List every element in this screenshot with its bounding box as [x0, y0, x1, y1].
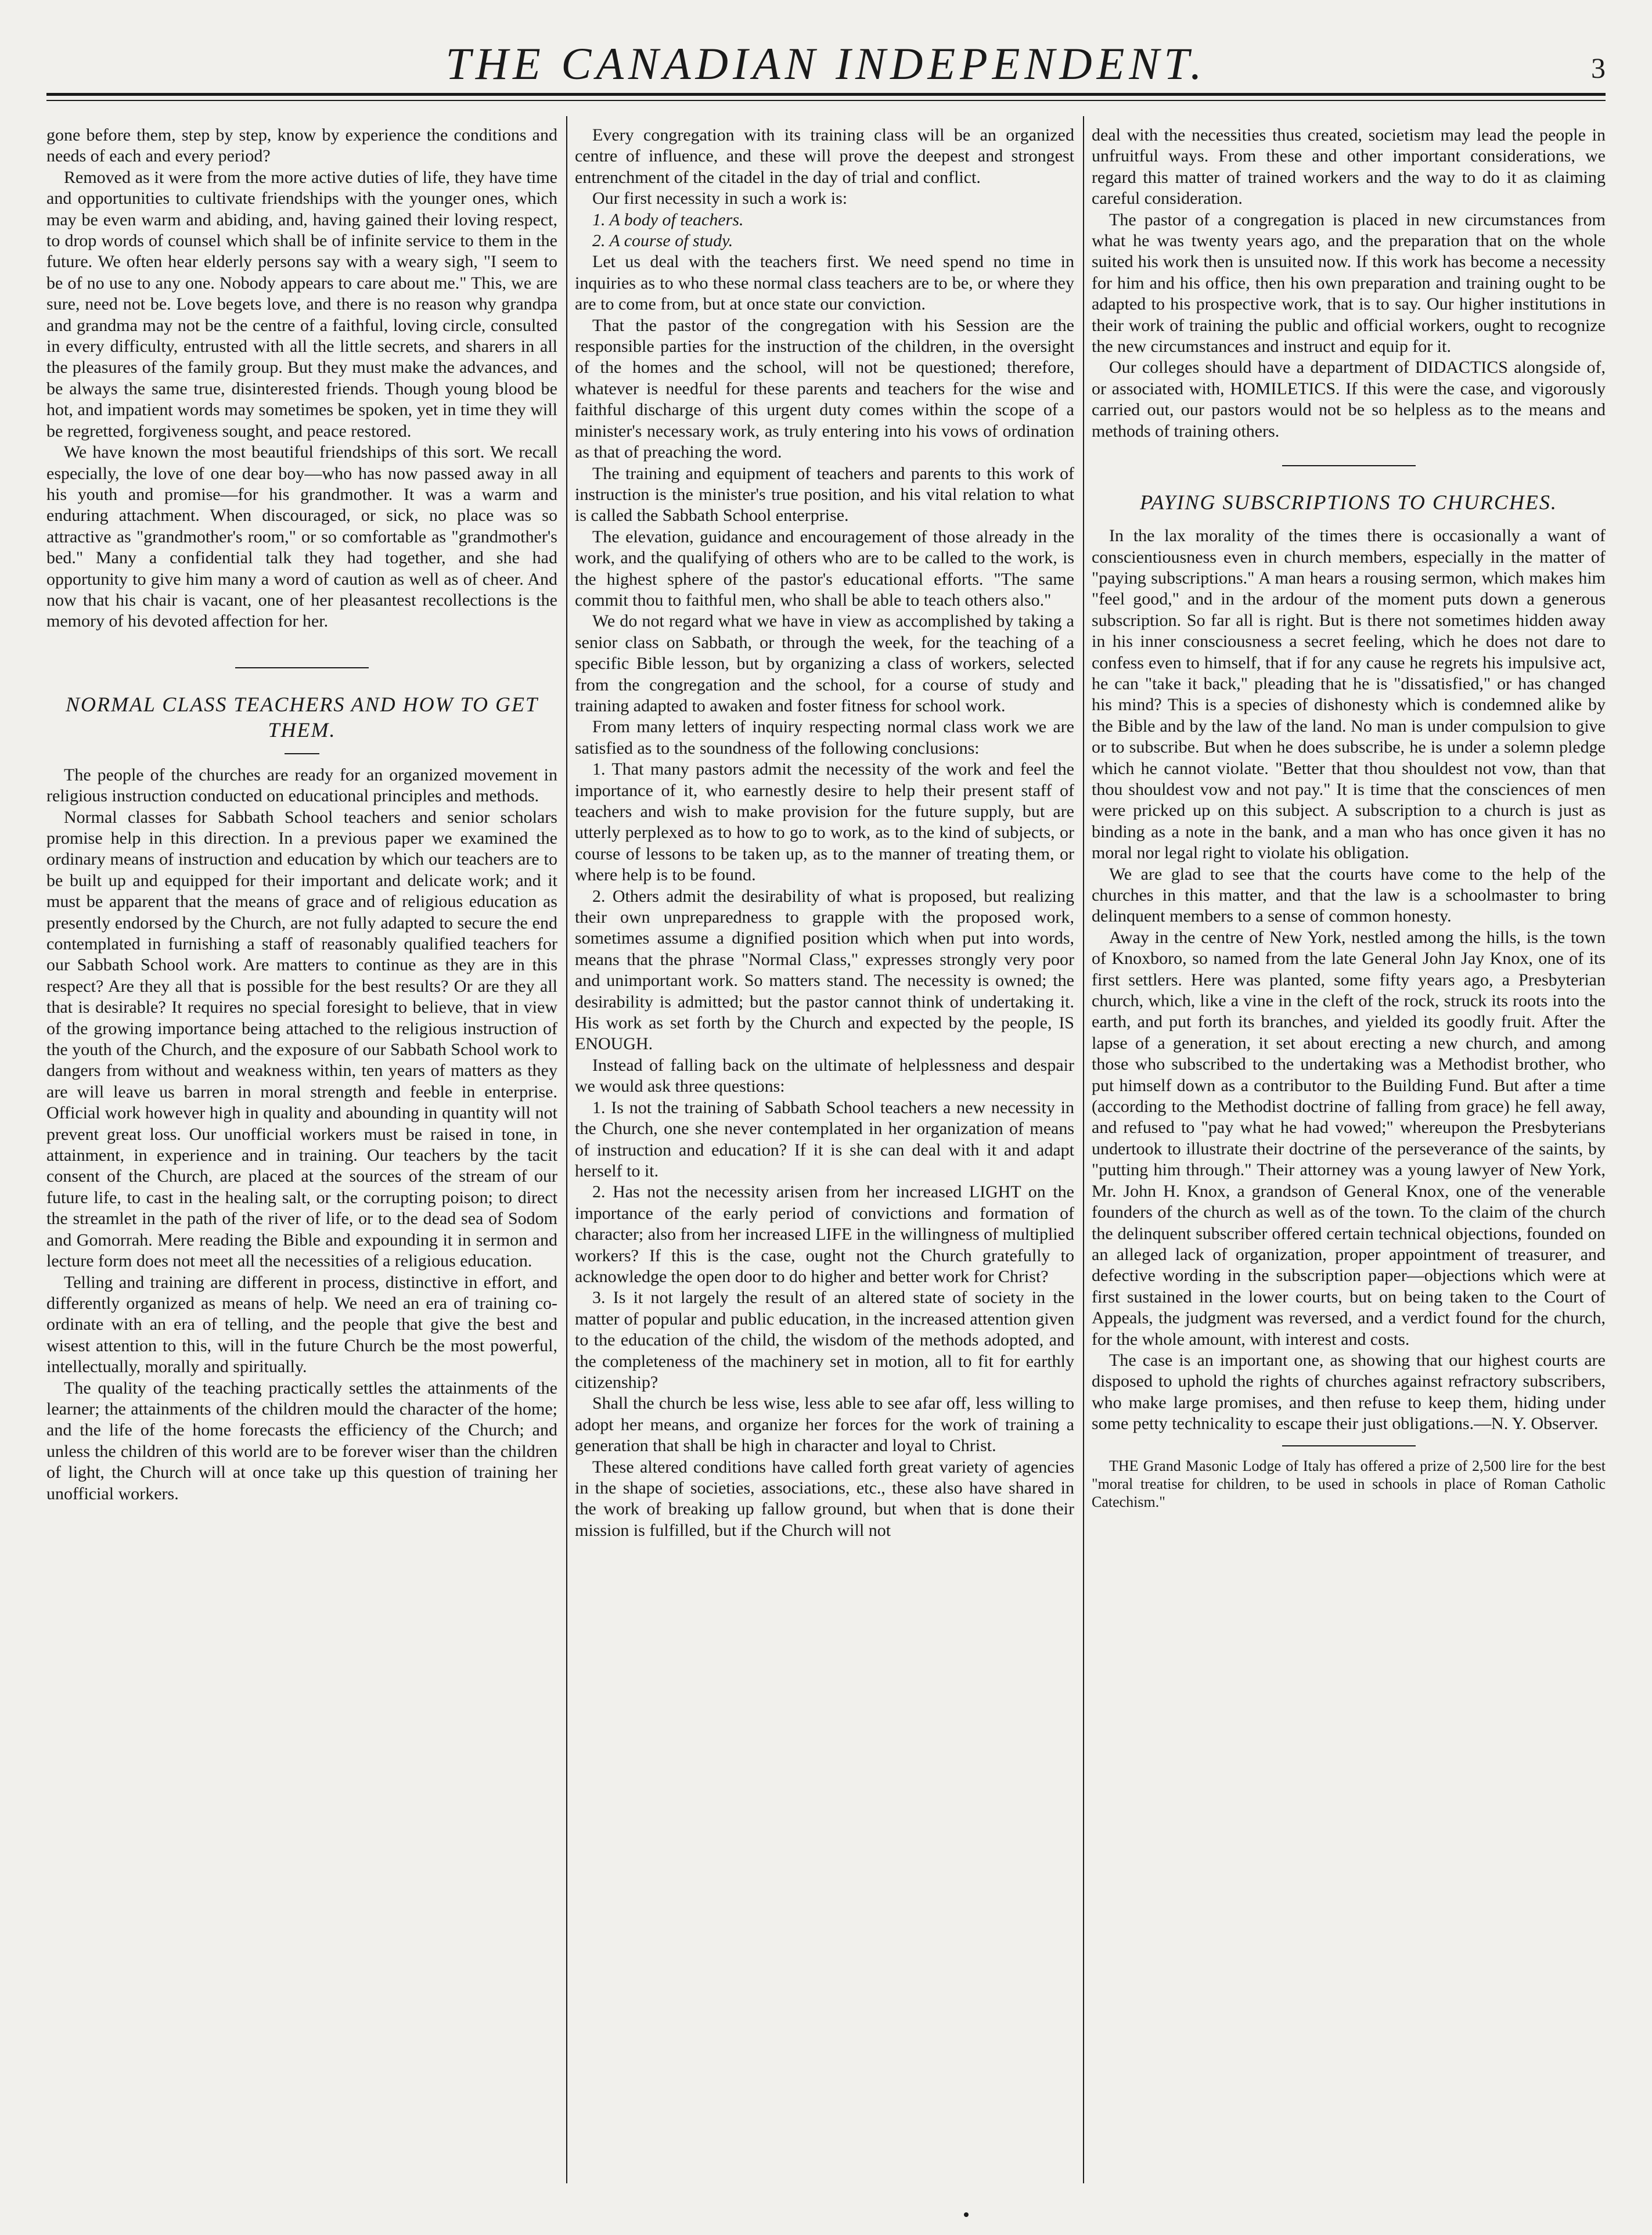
column-divider-2	[1083, 116, 1084, 2183]
paragraph: deal with the necessities thus created, societism may lead the people in unfruitful ways. From these and other important considerations, we regard this matter of trained workers and the way to do it as claiming careful consideration.	[1092, 125, 1606, 208]
paragraph: We have known the most beautiful friendships of this sort. We recall especially, the love of one dear boy—who has now passed away in all his youth and promise—for his grandmother. It was a warm and enduring attachment. When discouraged, or sick, no place was so attractive as "grandmother's room," or so comfortable as "grandmother's bed." Many a confidential talk they had together, and she had opportunity to give him many a word of caution as well as of cheer. And now that his chair is vacant, one of her pleasantest recollections is the memory of his devoted affection for her.	[46, 442, 557, 631]
newspaper-title: THE CANADIAN INDEPENDENT.	[445, 38, 1207, 89]
paragraph: 2. Others admit the desirability of what is proposed, but realizing their own unpreparedness to grapple with the proposed work, sometimes assume a dignified position which when put into words, means that the phrase "Normal Class," expresses strongly very poor and unimportant work. So matters stand. The necessity is owned; the desirability is admitted; but the pastor cannot think of undertaking it. His work as set forth by the Church and expected by the people, IS ENOUGH.	[575, 886, 1074, 1054]
paragraph: Our first necessity in such a work is:	[592, 189, 848, 208]
column-2	[575, 125, 1074, 2192]
news-note: THE Grand Masonic Lodge of Italy has offered a prize of 2,500 lire for the best "moral treatise for children, to be used in schools in place of Roman Catholic Catechism."	[1092, 1457, 1606, 1510]
paragraph: 3. Is it not largely the result of an altered state of society in the matter of popular and public education, in the increased attention given to the education of the child, the wisdom of the methods adopted, and the completeness of the machinery set in motion, all to fit for earthly citizenship?	[575, 1288, 1074, 1392]
paragraph: Telling and training are different in process, distinctive in effort, and differently organized as means of help. We need an era of training co-ordinate with an era of telling, and the people that give the best and wisest attention to this, will in the future Church be the most powerful, intellectually, morally and spiritually.	[46, 1272, 557, 1377]
paragraph: Instead of falling back on the ultimate of helplessness and despair we would ask three questions:	[575, 1055, 1074, 1096]
print-mark	[964, 2212, 969, 2217]
paragraph: 2. Has not the necessity arisen from her increased LIGHT on the importance of the early period of convictions and formation of character; also from her increased LIFE in the willingness of multiplied workers? If this is the case, ought not the Church gratefully to acknowledge the open door to do higher and better work for Christ?	[575, 1182, 1074, 1286]
paragraph: The elevation, guidance and encouragement of those already in the work, and the qualifying of others who are to be called to the work, is the highest sphere of the pastor's educational efforts. "The same commit thou to faithful men, who shall be able to teach others also."	[575, 527, 1074, 610]
paragraph: The people of the churches are ready for an organized movement in religious instruction conducted on educational principles and methods.	[46, 765, 557, 806]
paragraph: These altered conditions have called forth great variety of agencies in the shape of societies, associations, etc., these also have shared in the work of breaking up fallow ground, but when that is done their mission is fulfilled, but if the Church will not	[575, 1457, 1074, 1540]
paragraph: We are glad to see that the courts have come to the help of the churches in this matter, and that the law is a schoolmaster to bring delinquent members to a sense of common honesty.	[1092, 864, 1606, 926]
paragraph: 1. That many pastors admit the necessity of the work and feel the importance of it, who earnestly desire to help their present staff of teachers and wish to make provision for the future supply, but are utterly perplexed as to how to go to work, as to the kind of subjects, or course of lessons to be taken up, as to the manner of treating them, or where help is to be found.	[575, 760, 1074, 885]
paragraph: Our colleges should have a department of DIDACTICS alongside of, or associated with, HOMILETICS. If this were the case, and vigorously carried out, our pastors would not be so helpless as to the means and methods of training others.	[1092, 358, 1606, 441]
masthead	[0, 23, 1652, 87]
page-number: 3	[1591, 52, 1606, 84]
paragraph: That the pastor of the congregation with his Session are the responsible parties for the instruction of the children, in the oversight of the homes and the school, will not be questioned; therefore, whatever is needful for these parents and teachers for the wise and faithful discharge of this urgent duty comes within the scope of a minister's necessary work, as truly entering into his vows of ordination as that of preaching the word.	[575, 315, 1074, 462]
paragraph: 1. Is not the training of Sabbath School teachers a new necessity in the Church, one she never contemplated in her organization of means of instruction and education? If it is she can deal with it and adapt herself to it.	[575, 1097, 1074, 1181]
paragraph: The case is an important one, as showing that our highest courts are disposed to uphold the rights of churches against refractory subscribers, who make large promises, and then refuse to keep them, hiding under some petty technicality to escape their just obligations.—N. Y. Observer.	[1092, 1350, 1606, 1434]
list-item: 1. A body of teachers.	[592, 210, 744, 229]
column-divider-1	[566, 116, 567, 2183]
paragraph: In the lax morality of the times there is occasionally a want of conscientiousness even in church members, especially in the matter of "paying subscriptions." A man hears a rousing sermon, which makes him "feel good," and in the ardour of the moment puts down a generous subscription. So far all is right. But is there not sometimes hidden away in his inner consciousness a secret feeling, which he does not dare to confess even to himself, that if for any cause he regrets his impulsive act, he can "take it back," pleading that he is "dissatisfied," or has changed his mind? This is a species of dishonesty which is condemned alike by the Bible and by the law of the land. No man is under compulsion to give or to subscribe. But when he does subscribe, he is under a solemn pledge which he cannot violate. "Better that thou shouldest not vow, than that thou shouldest vow and not pay." It is time that the consciences of men were pricked up on this subject. A subscription to a church is just as binding as a note in the bank, and a man who has once given it has no moral nor legal right to violate his obligation.	[1092, 526, 1606, 863]
paragraph: Shall the church be less wise, less able to see afar off, less willing to adopt her means, and organize her forces for the work of training a generation that shall be high in character and loyal to Christ.	[575, 1394, 1074, 1456]
masthead-rule-thick	[46, 93, 1606, 96]
paragraph: From many letters of inquiry respecting normal class work we are satisfied as to the soundness of the following conclusions:	[575, 717, 1074, 758]
paragraph: gone before them, step by step, know by experience the conditions and needs of each and every period?	[46, 125, 557, 166]
paragraph: The training and equipment of teachers and parents to this work of instruction is the minister's true position, and his vital relation to what is called the Sabbath School enterprise.	[575, 463, 1074, 526]
paragraph: The quality of the teaching practically settles the attainments of the learner; the attainments of the children mould the character of the home; and the life of the home forecasts the efficiency of the Church; and unless the children of this world are to be forever wiser than the children of light, the Church will at once take up this question of training her unofficial workers.	[46, 1378, 557, 1503]
paragraph: The pastor of a congregation is placed in new circumstances from what he was twenty years ago, and the preparation that on the whole suited his work then is unsuited now. If this work has become a necessity for him and his office, then his own preparation and training ought to be adapted to his prospective work, that is to say. Our higher institutions in their work of training the public and official workers, ought to recognize the new circumstances and instruct and equip for it.	[1092, 210, 1606, 357]
paragraph: Normal classes for Sabbath School teachers and senior scholars promise help in this direction. In a previous paper we examined the ordinary means of instruction and education by which our teachers are to be built up and equipped for their important and delicate work; and it must be apparent that the means of grace and of religious education as presently endorsed by the Church, are not fully adapted to secure the end contemplated in furnishing a staff of reasonably qualified teachers for our Sabbath School work. Are matters to continue as they are in this respect? Are they all that is possible for the best results? Or are they all that is desirable? It requires no special foresight to believe, that in view of the growing importance being attached to the religious instruction of the youth of the Church, and the exposure of our Sabbath School work to dangers from without and weakness within, ten years of matters as they are will leave us barren in moral strength and feeble in enterprise. Official work however high in quality and abounding in quantity will not prevent great loss. Our unofficial workers must be raised in tone, in attainment, in experience and in training. Our teachers by the tacit consent of the Church, are placed at the sources of the stream of our future life, to cast in the healing salt, or the corrupting poison; to direct the streamlet in the path of the river of life, or to the dead sea of Sodom and Gomorrah. Mere reading the Bible and expounding it in sermon and lecture form does not meet all the necessities of a religious education.	[46, 807, 557, 1271]
column-3	[1092, 125, 1606, 2192]
article-heading-paying-subscriptions: PAYING SUBSCRIPTIONS TO CHURCHES.	[1140, 491, 1557, 514]
article-heading-normal-class: NORMAL CLASS TEACHERS AND HOW TO GET THEM.	[65, 692, 539, 742]
column-1	[46, 125, 557, 2192]
paragraph: Removed as it were from the more active duties of life, they have time and opportunities to cultivate friendships with the younger ones, which may be even warm and abiding, and, having gained their loving respect, to drop words of counsel which shall be of infinite service to them in the future. We often hear elderly persons say with a weary sigh, "I seem to be of no use to any one. Nobody appears to care about me." This, we are sure, need not be. Love begets love, and there is no reason why grandpa and grandma may not be the centre of a faithful, loving circle, consulted in every difficulty, entrusted with all the little secrets, and sharers in all the pleasures of the family group. But they must make the advances, and be always the same true, disinterested friends. Though young blood be hot, and impatient words may sometimes be spoken, yet in time they will be regretted, forgiveness sought, and peace restored.	[46, 167, 557, 441]
paragraph: Every congregation with its training class will be an organized centre of influence, and these will prove the deepest and strongest entrenchment of the citadel in the day of trial and conflict.	[575, 125, 1074, 187]
paragraph: Let us deal with the teachers first. We need spend no time in inquiries as to who these normal class teachers are to be, or where they are to come from, but at once state our conviction.	[575, 252, 1074, 314]
masthead-rule-thin	[46, 100, 1606, 101]
list-item: 2. A course of study.	[592, 231, 733, 251]
paragraph: We do not regard what we have in view as accomplished by taking a senior class on Sabbath, or through the week, for the teaching of a specific Bible lesson, but by organizing a class of workers, selected from the congregation and the school, for a course of study and training adapted to awaken and foster fitness for school work.	[575, 611, 1074, 715]
paragraph: Away in the centre of New York, nestled among the hills, is the town of Knoxboro, so named from the late General John Jay Knox, one of its first settlers. Here was planted, some fifty years ago, a Presbyterian church, which, like a vine in the cleft of the rock, struck its roots into the earth, and put forth its branches, and yielded its goodly fruit. After the lapse of a generation, it set about erecting a new church, and among those who subscribed to the undertaking was a Methodist brother, who put himself down as a contributor to the Building Fund. But after a time (according to the Methodist doctrine of falling from grace) he fell away, and refused to "pay what he had vowed;" whereupon the Presbyterians undertook to illustrate their doctrine of the perseverance of the saints, by "putting him through." Their attorney was a young lawyer of New York, Mr. John H. Knox, a grandson of General Knox, one of the venerable founders of the church as well as of the town. To the claim of the church the delinquent subscriber offered certain technical objections, founded on an alleged lack of organization, proper appointment of treasurer, and defective wording in the subscription paper—objections which were at first sustained in the lower courts, but on being taken to the Court of Appeals, the judgment was reversed, and a verdict found for the church, for the whole amount, with interest and costs.	[1092, 927, 1606, 1349]
